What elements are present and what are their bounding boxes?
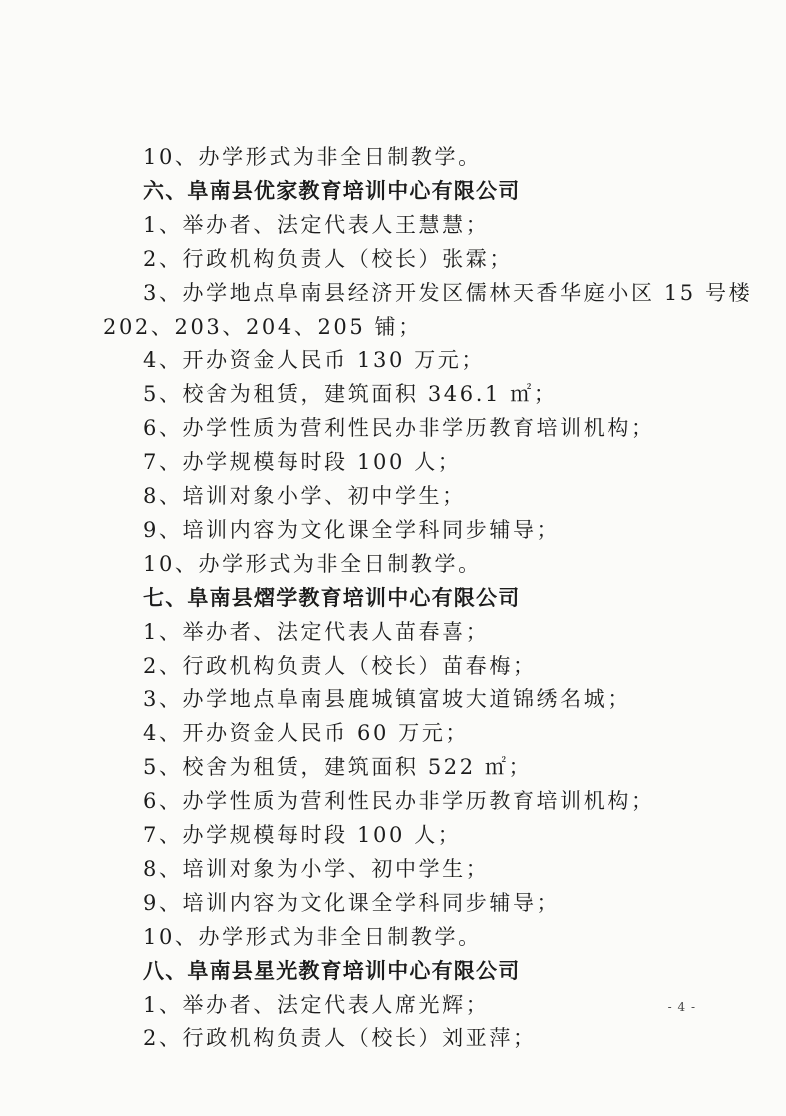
list-item: 1、举办者、法定代表人王慧慧； (143, 212, 490, 237)
list-item: 6、办学性质为营利性民办非学历教育培训机构； (143, 789, 655, 814)
list-item: 5、校舍为租赁，建筑面积 346.1 ㎡； (143, 382, 558, 407)
list-item: 3、办学地点阜南县鹿城镇富坡大道锦绣名城； (143, 687, 631, 712)
list-item: 2、行政机构负责人（校长）刘亚萍； (143, 1026, 537, 1051)
list-item: 8、培训对象为小学、初中学生； (143, 856, 490, 881)
list-item: 6、办学性质为营利性民办非学历教育培训机构； (143, 416, 655, 441)
list-item: 2、行政机构负责人（校长）苗春梅； (143, 653, 537, 678)
list-item: 2、行政机构负责人（校长）张霖； (143, 246, 513, 271)
section-heading: 七、阜南县熠学教育培训中心有限公司 (143, 584, 521, 610)
list-item: 9、培训内容为文化课全学科同步辅导； (143, 517, 561, 542)
list-item: 1、举办者、法定代表人席光辉； (143, 992, 490, 1017)
list-item: 10、办学形式为非全日制教学。 (143, 924, 482, 949)
list-item: 1、举办者、法定代表人苗春喜； (143, 619, 490, 644)
list-item: 4、开办资金人民币 130 万元； (143, 348, 485, 373)
section-heading: 六、阜南县优家教育培训中心有限公司 (143, 177, 521, 203)
list-item: 5、校舍为租赁，建筑面积 522 ㎡； (143, 755, 533, 780)
list-item: 7、办学规模每时段 100 人； (143, 450, 462, 475)
list-item: 8、培训对象小学、初中学生； (143, 484, 466, 508)
list-item: 9、培训内容为文化课全学科同步辅导； (143, 890, 561, 915)
list-item: 3、办学地点阜南县经济开发区儒林天香华庭小区 15 号楼 (143, 280, 753, 305)
list-item: 10、办学形式为非全日制教学。 (143, 145, 482, 169)
list-item: 7、办学规模每时段 100 人； (143, 823, 462, 847)
list-item: 10、办学形式为非全日制教学。 (143, 551, 482, 576)
list-item: 4、开办资金人民币 60 万元； (143, 721, 470, 746)
list-item: 202、203、204、205 铺； (103, 314, 422, 339)
page-number: - 4 - (667, 1000, 696, 1014)
section-heading: 八、阜南县星光教育培训中心有限公司 (143, 957, 521, 983)
